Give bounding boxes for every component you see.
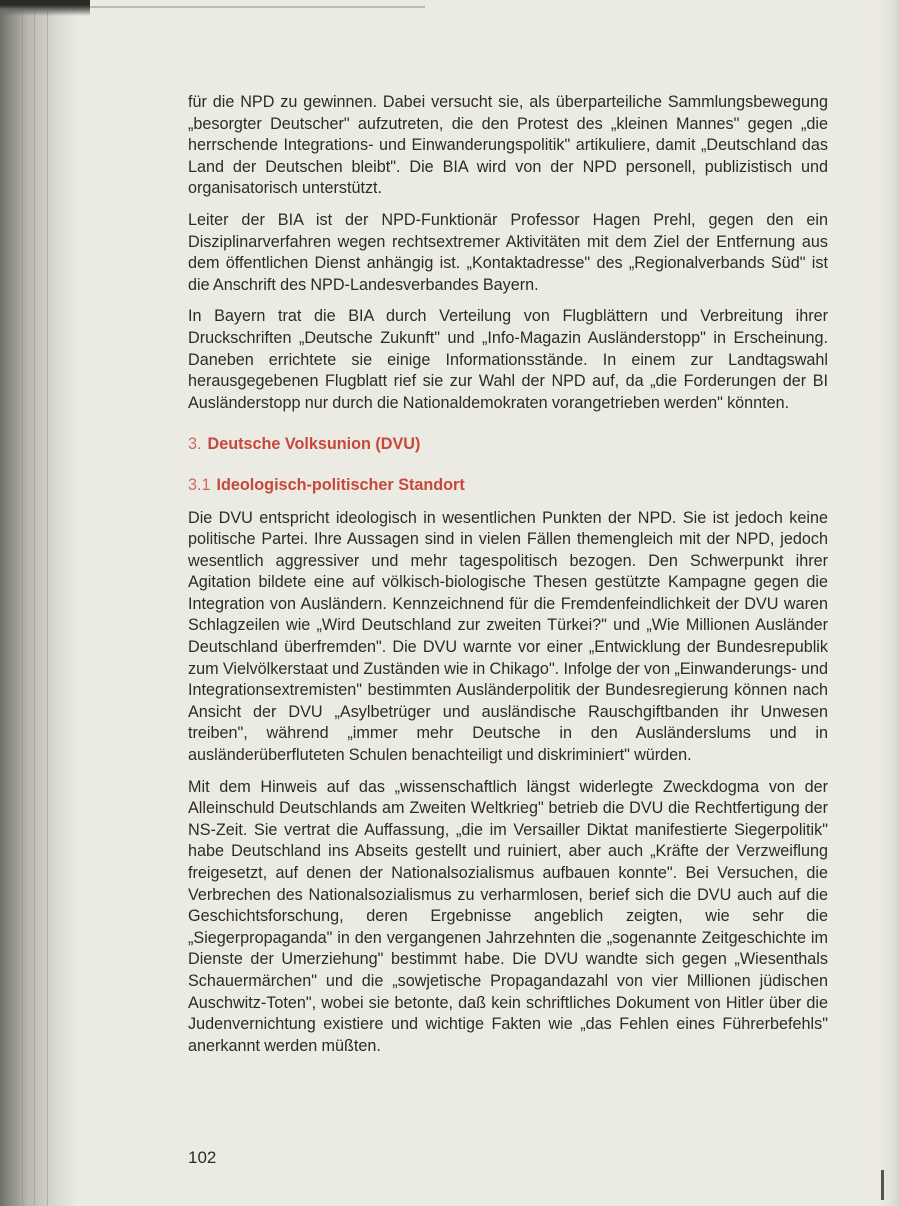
paragraph: Die DVU entspricht ideologisch in wesentlichen Punkten der NPD. Sie ist jedoch keine politische Partei. Ihre Aussagen sind in vielen Fällen themengleich mit der NPD, jedoch wesentlich aggressiver und mehr tagespolitisch bezogen. Den Schwerpunkt ihrer Agitation bildete eine auf völkisch-biologische Thesen gestützte Kampagne gegen die Integration von Ausländern. Kennzeichnend für die Fremdenfeindlichkeit der DVU waren Schlagzeilen wie „Wird Deutschland zur zweiten Türkei?" und „Wie Millionen Ausländer Deutschland überfremden". Die DVU warnte vor einer „Entwicklung der Bundesrepublik zum Vielvölkerstaat und Zuständen wie in Chikago". Infolge der von „Einwanderungs- und Integrationsextremisten" bestimmten Ausländerpolitik der Bundesregierung können nach Ansicht der DVU „Asylbetrüger und ausländische Rauschgiftbanden ihr Unwesen treiben", während „immer mehr Deutsche in den Ausländerslums und in ausländerüberfluteten Schulen benachteiligt und diskriminiert" würden.: [188, 508, 828, 765]
page-number: 102: [188, 1148, 217, 1167]
subsection-number: 3.1: [188, 475, 211, 494]
paragraph: Leiter der BIA ist der NPD-Funktionär Professor Hagen Prehl, gegen den ein Disziplinarverfahren wegen rechtsextremer Aktivitäten mit dem Ziel der Entfernung aus dem öffentlichen Dienst anhängig ist. „Kontaktadresse" des „Regionalverbands Süd" ist die Anschrift des NPD-Landesverbandes Bayern.: [188, 210, 828, 294]
scan-top-line: [90, 6, 425, 8]
page-edge-line: [34, 0, 35, 1206]
section-number: 3.: [188, 435, 202, 454]
scan-corner-mark: [0, 0, 90, 16]
section-heading: [188, 434, 828, 456]
body-text: [188, 92, 828, 1067]
paragraph: Mit dem Hinweis auf das „wissenschaftlich längst widerlegte Zweckdogma von der Alleinschuld Deutschlands am Zweiten Weltkrieg" betrieb die DVU die Rechtfertigung der NS-Zeit. Sie vertrat die Auffassung, „die im Versailler Diktat manifestierte Siegerpolitik" habe Deutschland ins Abseits gestellt und ruiniert, aber auch „Kräfte der Verzweiflung freigesetzt, auf denen der Nationalsozialismus aufbauen konnte". Bei Versuchen, die Verbrechen des Nationalsozialismus zu verharmlosen, berief sich die DVU auch auf die Geschichtsforschung, deren Ergebnisse angeblich zeigten, wie sehr die „Siegerpropaganda" in den vergangenen Jahrzehnten die „sogenannte Zeitgeschichte im Dienste der Umerziehung" bestimmt habe. Die DVU wandte sich gegen „Wiesenthals Schauermärchen" und die „sowjetische Propagandazahl von vier Millionen jüdischen Auschwitz-Toten", wobei sie betonte, daß kein schriftliches Dokument von Hitler über die Judenvernichtung existiere und wichtige Fakten wie „das Fehlen eines Führerbefehls" anerkannt werden müßten.: [188, 777, 828, 1055]
paragraph: für die NPD zu gewinnen. Dabei versucht sie, als überparteiliche Sammlungsbewegung „besorgter Deutscher" aufzutreten, die den Protest des „kleinen Mannes" gegen „die herrschende Integrations- und Einwanderungspolitik" artikuliere, damit „Deutschland das Land der Deutschen bleibt". Die BIA wird von der NPD personell, publizistisch und organisatorisch unterstützt.: [188, 93, 828, 198]
subsection-title: Ideologisch-politischer Standort: [216, 475, 465, 494]
right-edge-mark: [881, 1170, 884, 1200]
subsection-heading: [188, 475, 828, 497]
paragraph: In Bayern trat die BIA durch Verteilung von Flugblättern und Verbreitung ihrer Druckschriften „Deutsche Zukunft" und „Info-Magazin Ausländerstopp" in Erscheinung. Daneben errichtete sie einige Informationsstände. In einem zur Landtagswahl herausgegebenen Flugblatt rief sie zur Wahl der NPD auf, da „die Forderungen der BI Ausländerstopp nur durch die Nationaldemokraten vorangetrieben werden" könnten.: [188, 307, 828, 412]
page-edge-line: [12, 0, 13, 1206]
page-edge-line: [22, 0, 23, 1206]
page-edge-line: [47, 0, 48, 1206]
right-page-edge: [878, 0, 900, 1206]
section-title: Deutsche Volksunion (DVU): [207, 435, 421, 454]
